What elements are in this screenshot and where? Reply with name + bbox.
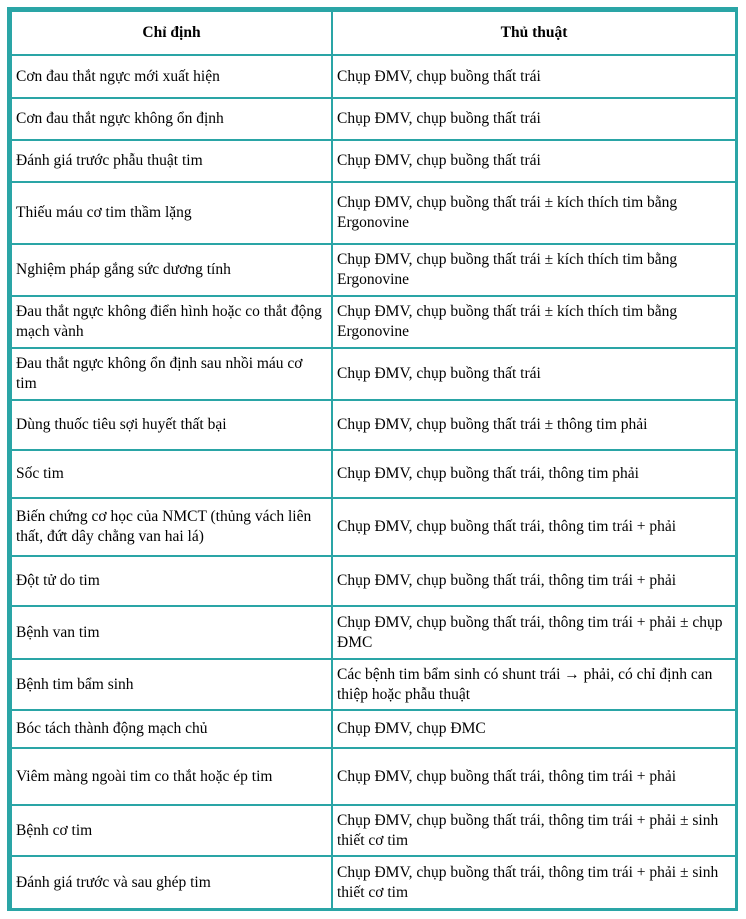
procedure-cell: Chụp ĐMV, chụp buồng thất trái xyxy=(332,98,736,140)
procedure-cell: Chụp ĐMV, chụp buồng thất trái ± kích thích tim bằng Ergonovine xyxy=(332,244,736,296)
table-row xyxy=(11,400,736,450)
procedure-cell: Chụp ĐMV, chụp buồng thất trái xyxy=(332,140,736,182)
table-row xyxy=(11,856,736,909)
table-row xyxy=(11,606,736,659)
procedure-cell: Chụp ĐMV, chụp buồng thất trái, thông tim trái + phải xyxy=(332,748,736,805)
indication-cell: Sốc tim xyxy=(11,450,332,498)
table-row xyxy=(11,556,736,606)
procedure-cell: Chụp ĐMV, chụp buồng thất trái, thông tim trái + phải xyxy=(332,498,736,556)
table-row xyxy=(11,348,736,400)
procedure-cell: Chụp ĐMV, chụp ĐMC xyxy=(332,710,736,748)
indication-cell: Thiếu máu cơ tim thầm lặng xyxy=(11,182,332,244)
indication-cell: Cơn đau thắt ngực mới xuất hiện xyxy=(11,55,332,98)
procedure-cell: Chụp ĐMV, chụp buồng thất trái, thông tim trái + phải ± sinh thiết cơ tim xyxy=(332,805,736,856)
table-row xyxy=(11,182,736,244)
table-row xyxy=(11,748,736,805)
header-indication: Chỉ định xyxy=(11,11,332,55)
indication-cell: Đau thắt ngực không điển hình hoặc co thắt động mạch vành xyxy=(11,296,332,348)
table-row xyxy=(11,450,736,498)
procedure-cell: Chụp ĐMV, chụp buồng thất trái ± kích thích tim bằng Ergonovine xyxy=(332,296,736,348)
procedure-cell: Chụp ĐMV, chụp buồng thất trái xyxy=(332,348,736,400)
table-row xyxy=(11,55,736,98)
table-row xyxy=(11,710,736,748)
table-row xyxy=(11,498,736,556)
indication-cell: Viêm màng ngoài tim co thắt hoặc ép tim xyxy=(11,748,332,805)
procedure-cell: Chụp ĐMV, chụp buồng thất trái xyxy=(332,55,736,98)
indication-cell: Bóc tách thành động mạch chủ xyxy=(11,710,332,748)
procedure-cell: Chụp ĐMV, chụp buồng thất trái, thông tim trái + phải ± sinh thiết cơ tim xyxy=(332,856,736,909)
indication-cell: Đánh giá trước phẫu thuật tim xyxy=(11,140,332,182)
table-row xyxy=(11,659,736,710)
procedure-cell: Chụp ĐMV, chụp buồng thất trái ± thông tim phải xyxy=(332,400,736,450)
procedure-cell: Chụp ĐMV, chụp buồng thất trái, thông tim phải xyxy=(332,450,736,498)
indication-cell: Cơn đau thắt ngực không ổn định xyxy=(11,98,332,140)
indication-cell: Biến chứng cơ học của NMCT (thủng vách liên thất, đứt dây chằng van hai lá) xyxy=(11,498,332,556)
procedure-cell: Chụp ĐMV, chụp buồng thất trái ± kích thích tim bằng Ergonovine xyxy=(332,182,736,244)
table-row xyxy=(11,140,736,182)
indication-cell: Bệnh tim bẩm sinh xyxy=(11,659,332,710)
header-procedure: Thủ thuật xyxy=(332,11,736,55)
indication-cell: Nghiệm pháp gắng sức dương tính xyxy=(11,244,332,296)
procedure-cell: Chụp ĐMV, chụp buồng thất trái, thông tim trái + phải ± chụp ĐMC xyxy=(332,606,736,659)
indication-cell: Đột tử do tim xyxy=(11,556,332,606)
indication-cell: Dùng thuốc tiêu sợi huyết thất bại xyxy=(11,400,332,450)
table-row xyxy=(11,244,736,296)
header-row xyxy=(11,11,736,55)
table-row xyxy=(11,805,736,856)
indication-cell: Bệnh van tim xyxy=(11,606,332,659)
indication-cell: Đánh giá trước và sau ghép tim xyxy=(11,856,332,909)
indication-cell: Đau thắt ngực không ổn định sau nhồi máu cơ tim xyxy=(11,348,332,400)
indications-table xyxy=(10,10,737,910)
table-row xyxy=(11,98,736,140)
procedure-cell: Các bệnh tim bẩm sinh có shunt trái → phải, có chỉ định can thiệp hoặc phẫu thuật xyxy=(332,659,736,710)
procedure-cell: Chụp ĐMV, chụp buồng thất trái, thông tim trái + phải xyxy=(332,556,736,606)
table-row xyxy=(11,296,736,348)
indication-cell: Bệnh cơ tim xyxy=(11,805,332,856)
